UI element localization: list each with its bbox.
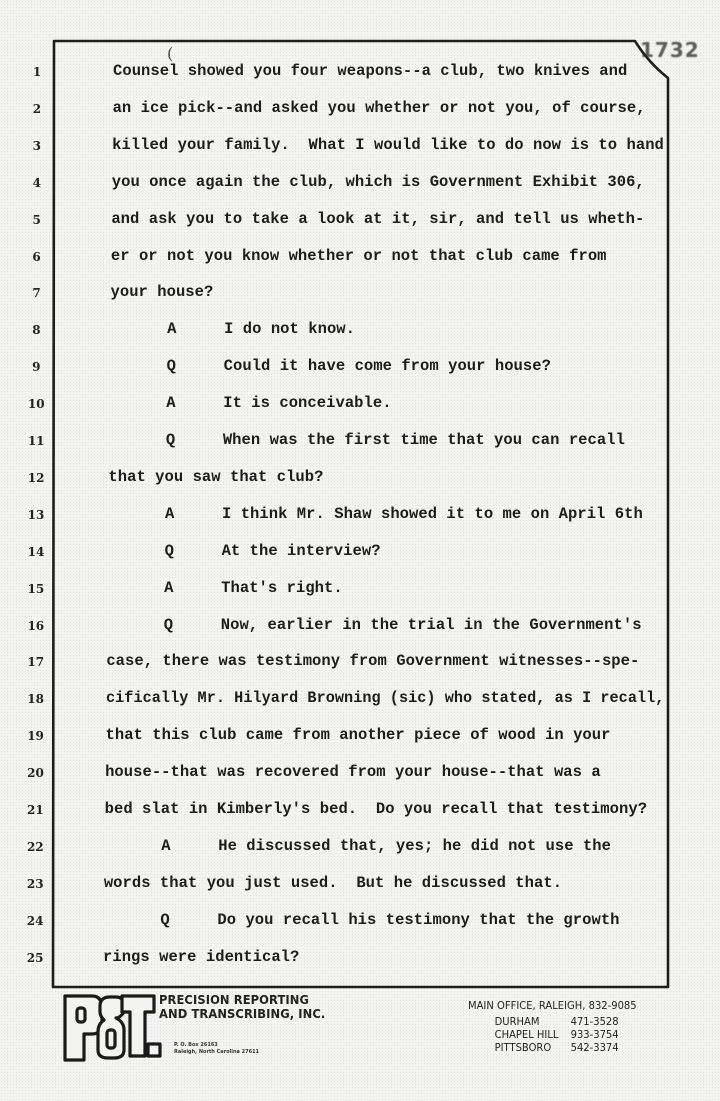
- branch-phone: 471-3528: [570, 1016, 619, 1028]
- transcript-line: [113, 99, 646, 117]
- company-line-1: PRECISION REPORTING: [159, 992, 310, 1007]
- transcript-line: [111, 283, 214, 301]
- line-text: Do you recall his testimony that the growth: [217, 910, 620, 929]
- transcript-line: [105, 763, 601, 781]
- transcript-line: [111, 210, 644, 228]
- line-number: 6: [32, 249, 41, 264]
- line-number: 7: [32, 286, 41, 301]
- line-text: you once again the club, which is Government Exhibit 306,: [111, 172, 645, 191]
- line-number: 17: [27, 655, 45, 670]
- transcript-line: [106, 726, 611, 744]
- line-text: When was the first time that you can recall: [222, 431, 625, 449]
- branch-city: PITTSBORO: [494, 1042, 552, 1054]
- line-number: 20: [27, 766, 44, 781]
- line-number: 16: [27, 618, 45, 633]
- line-number: 19: [27, 729, 44, 744]
- line-text: words that you just used. But he discussed that.: [103, 873, 563, 892]
- transcript-line: [161, 837, 611, 855]
- transcript-line: [108, 468, 323, 486]
- line-text: an ice pick--and asked you whether or not you, of course,: [112, 98, 646, 117]
- address-line-1: P. O. Box 26163: [174, 1042, 218, 1048]
- speaker-label: Q: [164, 541, 174, 560]
- transcript-line: [106, 689, 664, 707]
- line-text: that this club came from another piece of wood in your: [105, 726, 611, 745]
- transcript-line: [112, 173, 645, 191]
- pt-logo-icon: [62, 992, 162, 1064]
- line-number: 22: [26, 839, 44, 854]
- transcript-line: [166, 431, 625, 449]
- line-text: It is conceivable.: [223, 394, 392, 413]
- line-text: house--that was recovered from your house--that was a: [105, 763, 601, 782]
- line-number: 13: [27, 507, 45, 522]
- line-text: I think Mr. Shaw showed it to me on April 6th: [222, 504, 643, 523]
- speaker-label: A: [165, 504, 175, 523]
- speaker-label: Q: [166, 357, 177, 376]
- speaker-label: A: [166, 394, 176, 413]
- line-number: 4: [32, 175, 41, 190]
- transcript-line: [165, 542, 381, 560]
- line-text: bed slat in Kimberly's bed. Do you recall that testimony?: [104, 800, 648, 818]
- transcript-line: [164, 616, 642, 634]
- company-line-2: AND TRANSCRIBING, INC.: [159, 1006, 326, 1021]
- line-text: killed your family. What I would like to do now is to hand: [112, 135, 664, 154]
- line-text: Counsel showed you four weapons--a club, two knives and: [113, 62, 628, 80]
- transcript-line: [166, 394, 391, 412]
- line-number: 11: [27, 434, 45, 448]
- office-listing: [468, 1000, 637, 1055]
- speaker-label: A: [164, 578, 174, 597]
- transcript-line: [113, 62, 627, 80]
- line-number: 9: [32, 360, 41, 375]
- line-number: 5: [32, 212, 41, 227]
- speaker-label: Q: [163, 615, 174, 634]
- transcript-line: [164, 579, 343, 597]
- transcript-line: [160, 911, 619, 929]
- address-line-2: Raleigh, North Carolina 27611: [174, 1049, 260, 1055]
- main-office: MAIN OFFICE, RALEIGH, 832-9085: [468, 1000, 637, 1012]
- transcript-line: [165, 505, 643, 523]
- line-text: He discussed that, yes; he did not use the: [218, 836, 612, 855]
- line-number: 14: [27, 544, 45, 559]
- line-number: 8: [32, 323, 41, 338]
- branch-phone: 542-3374: [570, 1042, 619, 1054]
- line-number: 25: [26, 950, 44, 965]
- company-name: [159, 993, 325, 1021]
- line-number: 12: [27, 470, 45, 485]
- branch-office: [468, 1016, 637, 1029]
- line-text: Could it have come from your house?: [223, 357, 551, 376]
- line-number: 3: [32, 138, 41, 153]
- transcript-line: [167, 320, 355, 338]
- speaker-label: A: [167, 320, 177, 339]
- speaker-label: Q: [165, 431, 176, 449]
- line-text: That's right.: [221, 578, 343, 597]
- branch-office: [468, 1029, 637, 1042]
- branch-city: CHAPEL HILL: [494, 1029, 559, 1041]
- branch-city: DURHAM: [494, 1016, 540, 1028]
- line-number: 1: [32, 65, 42, 79]
- line-number: 15: [27, 581, 45, 596]
- line-number: 23: [26, 876, 44, 891]
- branch-office: [468, 1042, 637, 1055]
- line-text: that you saw that club?: [108, 467, 324, 486]
- line-text: I do not know.: [224, 320, 355, 339]
- branch-phone: 933-3754: [570, 1029, 619, 1041]
- line-text: rings were identical?: [103, 947, 300, 966]
- line-text: case, there was testimony from Government witnesses--spe-: [106, 652, 640, 671]
- transcript-line: [167, 357, 551, 375]
- transcript-line: [103, 948, 299, 966]
- speaker-label: Q: [160, 910, 170, 929]
- transcript-line: [111, 247, 607, 265]
- line-text: and ask you to take a look at it, sir, and tell us wheth-: [111, 209, 645, 228]
- transcript-line: [112, 136, 664, 154]
- line-number: 10: [27, 397, 45, 412]
- line-text: cifically Mr. Hilyard Browning (sic) who stated, as I recall,: [105, 689, 665, 708]
- line-text: Now, earlier in the trial in the Government's: [220, 615, 642, 634]
- speaker-label: A: [161, 836, 171, 855]
- line-number: 18: [27, 692, 44, 707]
- stray-mark: (: [167, 44, 174, 63]
- company-address: [174, 1042, 259, 1056]
- line-text: At the interview?: [221, 541, 381, 560]
- line-text: your house?: [110, 283, 214, 302]
- line-number: 24: [26, 913, 44, 928]
- transcript-line: [105, 800, 647, 818]
- page-number: 1732: [640, 38, 700, 62]
- line-text: er or not you know whether or not that club came from: [110, 246, 607, 265]
- transcript-line: [104, 874, 562, 892]
- line-number: 2: [32, 101, 42, 116]
- line-number: 21: [27, 803, 44, 817]
- transcript-line: [106, 652, 639, 670]
